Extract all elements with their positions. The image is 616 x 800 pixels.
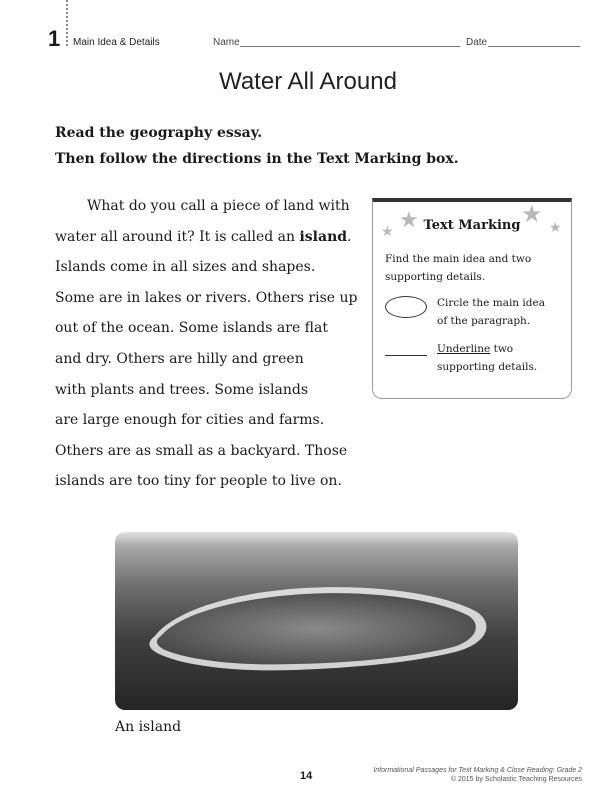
- essay-line: are large enough for cities and farms.: [55, 412, 325, 429]
- direction-line: Read the geography essay.: [55, 125, 263, 141]
- instruction-line: Circle the main idea: [437, 297, 545, 309]
- essay-line: Some are in lakes or rivers. Others rise up: [55, 289, 358, 306]
- essay-line: Others are as small as a backyard. Those: [55, 442, 348, 459]
- directions: [55, 120, 459, 172]
- photo-caption: An island: [115, 719, 182, 735]
- essay-line: islands are too tiny for people to live on.: [55, 473, 342, 490]
- essay-line-punct: .: [347, 228, 352, 245]
- essay-line: Islands come in all sizes and shapes.: [55, 259, 316, 276]
- circle-instruction: [437, 294, 545, 330]
- page-number: 14: [300, 770, 313, 782]
- vocab-word: island: [299, 228, 348, 245]
- star-icon: ★: [381, 224, 394, 240]
- instruction-line: of the paragraph.: [437, 315, 531, 327]
- lesson-number: 1: [48, 26, 61, 51]
- lesson-title: Main Idea & Details: [73, 37, 160, 48]
- text-marking-instruction: [385, 250, 531, 286]
- essay-line: out of the ocean. Some islands are flat: [55, 320, 328, 337]
- instruction-line: supporting details.: [385, 271, 486, 283]
- essay-line-text: water all around it? It is called an: [55, 228, 300, 245]
- name-label: Name: [213, 37, 240, 48]
- instruction-text: two: [490, 343, 514, 355]
- instruction-line: supporting details.: [437, 361, 538, 373]
- essay-line: and dry. Others are hilly and green: [55, 350, 304, 367]
- underline-symbol-icon: [385, 355, 427, 356]
- star-icon: ★: [399, 208, 419, 233]
- island-photo: [115, 532, 518, 710]
- essay-line: [55, 222, 355, 253]
- text-marking-box: [372, 198, 572, 399]
- star-icon: ★: [549, 220, 562, 236]
- instruction-line: [437, 340, 537, 358]
- circle-symbol-icon: [385, 296, 427, 318]
- star-icon: ★: [521, 200, 543, 228]
- underline-word: Underline: [437, 343, 491, 355]
- page-title: Water All Around: [219, 68, 397, 95]
- island-illustration: [115, 532, 518, 710]
- text-marking-title: Text Marking: [423, 218, 521, 233]
- essay-paragraph: [55, 191, 358, 497]
- credit-text: [373, 766, 582, 784]
- credit-line: Informational Passages for Text Marking & Close Reading: Grade 2: [373, 767, 582, 774]
- header-divider: [66, 0, 68, 46]
- date-field-line: [488, 46, 580, 47]
- date-label: Date: [466, 37, 488, 48]
- essay-line: What do you call a piece of land with: [87, 198, 350, 214]
- name-field-line: [240, 46, 460, 47]
- direction-line: Then follow the directions in the Text Marking box.: [55, 151, 459, 167]
- credit-line: © 2015 by Scholastic Teaching Resources: [450, 776, 582, 783]
- underline-instruction: [437, 340, 537, 376]
- instruction-line: Find the main idea and two: [385, 253, 532, 265]
- essay-line: with plants and trees. Some islands: [55, 381, 309, 398]
